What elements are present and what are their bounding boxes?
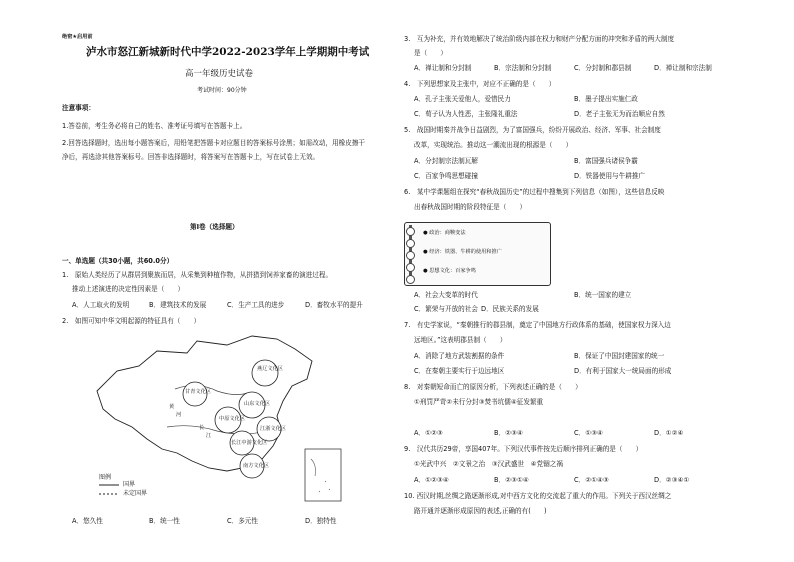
q7-option-c[interactable]: C．在秦朝主要实行于边远地区 bbox=[414, 367, 505, 375]
q8-option-c[interactable]: C．①③④ bbox=[574, 429, 603, 437]
label-shandong: 山东文化区 bbox=[244, 401, 270, 407]
q3-option-c[interactable]: C．分封制和郡县制 bbox=[574, 64, 632, 72]
q2-option-a[interactable]: A．悠久性 bbox=[72, 517, 103, 525]
notes-heading: 注意事项： bbox=[62, 104, 95, 112]
q2-option-b[interactable]: B．统一性 bbox=[149, 517, 180, 525]
label-river-he: 河 bbox=[176, 412, 182, 418]
q1-line2: 推动上述演进的决定性因素是（ ） bbox=[72, 285, 185, 293]
label-changjiang: 长江中游文化区 bbox=[231, 440, 268, 446]
q9-items: ①光武中兴 ②文景之治 ③汉武盛世 ④党锢之祸 bbox=[414, 460, 563, 468]
q7-option-a[interactable]: A．消除了地方武装割据的条件 bbox=[414, 352, 505, 360]
legend-title: 图例 bbox=[99, 474, 112, 481]
notebook-item-3: ● 思想文化：百家争鸣 bbox=[423, 268, 476, 274]
note-2a: 2.回答选择题时，选出每小题答案后，用铅笔把答题卡对应题目的答案标号涂黑；如需改动，用橡皮擦干 bbox=[62, 139, 366, 147]
q6-option-d[interactable]: D．民族关系的发展 bbox=[481, 305, 539, 313]
q6-option-b[interactable]: B．统一国家的建立 bbox=[574, 291, 632, 299]
label-yanliao: 燕辽文化区 bbox=[257, 366, 283, 372]
q10-line1: 10. 西汉时期,丝绸之路逐渐形成,对中西方文化的交流起了重大的作用。下列关于西汉丝绸之 bbox=[404, 492, 672, 500]
q6-option-c[interactable]: C．繁荣与开放的社会 bbox=[414, 305, 478, 313]
q5-option-b[interactable]: B．富国强兵诸侯争霸 bbox=[574, 157, 638, 165]
label-nanfang: 南方文化区 bbox=[243, 463, 269, 469]
q7-option-d[interactable]: D．有利于国家大一统局面的形成 bbox=[574, 367, 672, 375]
label-ganqing: 甘青文化区 bbox=[185, 389, 211, 395]
legend-undetermined: 未定国界 bbox=[123, 490, 148, 497]
q6-line2: 出春秋战国时期的阶段特征是（ ） bbox=[414, 203, 527, 211]
q8-items: ①刑罚严苛②未行分封③焚书坑儒④征发繁重 bbox=[414, 398, 544, 406]
q1-option-d[interactable]: D．畜牧水平的提升 bbox=[305, 301, 363, 309]
label-river-jiang: 江 bbox=[206, 433, 212, 439]
q3-line1: 3. 互为补充，并有效地解决了统治阶级内部在权力和财产分配方面的冲突和矛盾的两大制度 bbox=[404, 35, 675, 43]
label-jiangzhe: 江浙文化区 bbox=[260, 426, 286, 432]
q5-option-a[interactable]: A．分封制宗法制瓦解 bbox=[414, 157, 478, 165]
label-river-huang: 黄 bbox=[169, 404, 175, 410]
note-2b: 净后，再选涂其他答案标号。回答非选择题时，将答案写在答题卡上，写在试卷上无效。 bbox=[62, 153, 320, 161]
q7-line2: 远地区。”这表明郡县制（ ） bbox=[414, 336, 507, 344]
q4-option-c[interactable]: C．荀子认为人性恶，主张隆礼重法 bbox=[414, 110, 518, 118]
q9-stem: 9. 汉代共历29帝，享国407年。下列汉代事件按先后顺序排列正确的是（ ） bbox=[404, 445, 643, 453]
q4-stem: 4. 下列思想家及主张中，对应不正确的是（ ） bbox=[404, 80, 556, 88]
notebook-item-1: ● 政治：商鞅变法 bbox=[423, 230, 466, 236]
q7-option-b[interactable]: B．保证了中国封建国家的统一 bbox=[574, 352, 665, 360]
note-1: 1.答卷前，考生务必将自己的姓名、准考证号填写在答题卡上。 bbox=[62, 122, 247, 130]
q5-line2: 改革，实现统治。推动这一潮流出现的根源是（ ） bbox=[414, 141, 573, 149]
q8-option-b[interactable]: B．②③④ bbox=[494, 429, 523, 437]
q9-option-c[interactable]: C．②①④③ bbox=[574, 476, 609, 484]
notebook-text-2: 经济：铁器、牛耕的使用和推广 bbox=[429, 249, 502, 255]
q1-line1: 1. 原始人类经历了从群居到聚族而居，从采集到种植作物，从拼猎到饲养家畜的演进过程。 bbox=[62, 271, 333, 279]
q6-option-a[interactable]: A．社会大变革的时代 bbox=[414, 291, 478, 299]
exam-time: 考试时间：90分钟 bbox=[197, 87, 247, 94]
q4-option-a[interactable]: A．孔子主张关爱他人，爱惜民力 bbox=[414, 95, 511, 103]
notebook-item-2: ● 经济：铁器、牛耕的使用和推广 bbox=[423, 249, 502, 255]
section-title: 第I卷（选择题） bbox=[190, 223, 239, 231]
q3-option-d[interactable]: D．禅让制和宗法制 bbox=[654, 64, 712, 72]
legend-border: 国界 bbox=[123, 481, 136, 488]
q5-line1: 5. 战国时期秦并战争日益剧烈，为了富国强兵，纷纷开展政治、经济、军事、社会制度 bbox=[404, 126, 661, 134]
q9-option-a[interactable]: A．①②③④ bbox=[414, 476, 449, 484]
notebook-text-1: 政治：商鞅变法 bbox=[429, 230, 466, 236]
exam-title: 泸水市怒江新城新时代中学2022-2023学年上学期期中考试 bbox=[86, 46, 370, 58]
q3-option-a[interactable]: A．禅让制和分封制 bbox=[414, 64, 472, 72]
south-sea-inset bbox=[305, 449, 341, 501]
q2-stem: 2. 如图可知中华文明起源的特征具有（ ） bbox=[62, 317, 201, 325]
q2-option-c[interactable]: C．多元性 bbox=[227, 517, 258, 525]
left-column bbox=[62, 0, 385, 562]
q7-line1: 7. 有史学家说，“秦朝推行的郡县制，奠定了中国地方行政体系的基础，使国家权力深入边 bbox=[404, 321, 671, 329]
part-title: 一、单选题（共30小题，共60.0分） bbox=[62, 257, 174, 265]
yanliao-circle bbox=[252, 360, 278, 386]
right-column-lower bbox=[404, 0, 734, 562]
q8-stem: 8. 对秦朝短命而亡的原因分析，下列表述正确的是（ ） bbox=[404, 383, 582, 391]
q5-option-d[interactable]: D．铁器使用与牛耕推广 bbox=[574, 172, 646, 180]
label-river-chang: 长 bbox=[199, 425, 205, 431]
exam-subtitle: 高一年级历史试卷 bbox=[185, 69, 254, 79]
china-culture-map bbox=[77, 331, 347, 506]
q3-line2: 是（ ） bbox=[414, 49, 447, 57]
q1-option-a[interactable]: A．人工取火的发明 bbox=[72, 301, 130, 309]
china-outline bbox=[97, 336, 312, 471]
q3-option-b[interactable]: B．宗法制和分封制 bbox=[494, 64, 552, 72]
q8-option-d[interactable]: D．①②④ bbox=[654, 429, 684, 437]
q5-option-c[interactable]: C．百家争鸣思想碰撞 bbox=[414, 172, 478, 180]
q9-option-b[interactable]: B．②③①④ bbox=[494, 476, 529, 484]
label-zhongyuan: 中原文化区 bbox=[219, 416, 245, 422]
q2-option-d[interactable]: D．独特性 bbox=[305, 517, 337, 525]
q1-option-c[interactable]: C．生产工具的进步 bbox=[227, 301, 285, 309]
q10-line2: 路开通并逐渐形成原因的表述,正确的有( ) bbox=[414, 507, 547, 515]
secret-mark: 绝密★启用前 bbox=[62, 34, 93, 40]
map-figure bbox=[77, 331, 347, 506]
q9-option-d[interactable]: D．②③④① bbox=[654, 476, 690, 484]
q1-option-b[interactable]: B．建筑技术的发展 bbox=[149, 301, 207, 309]
q6-line1: 6. 某中学课题组在探究“春秋战国历史”的过程中搜集到下列信息（如图），这些信息反映 bbox=[404, 188, 665, 196]
q4-option-b[interactable]: B．墨子提出实施仁政 bbox=[574, 95, 638, 103]
q8-option-a[interactable]: A．①②③ bbox=[414, 429, 443, 437]
q4-option-d[interactable]: D．老子主张无为而治顺应自然 bbox=[574, 110, 665, 118]
notebook-text-3: 思想文化：百家争鸣 bbox=[429, 268, 476, 274]
